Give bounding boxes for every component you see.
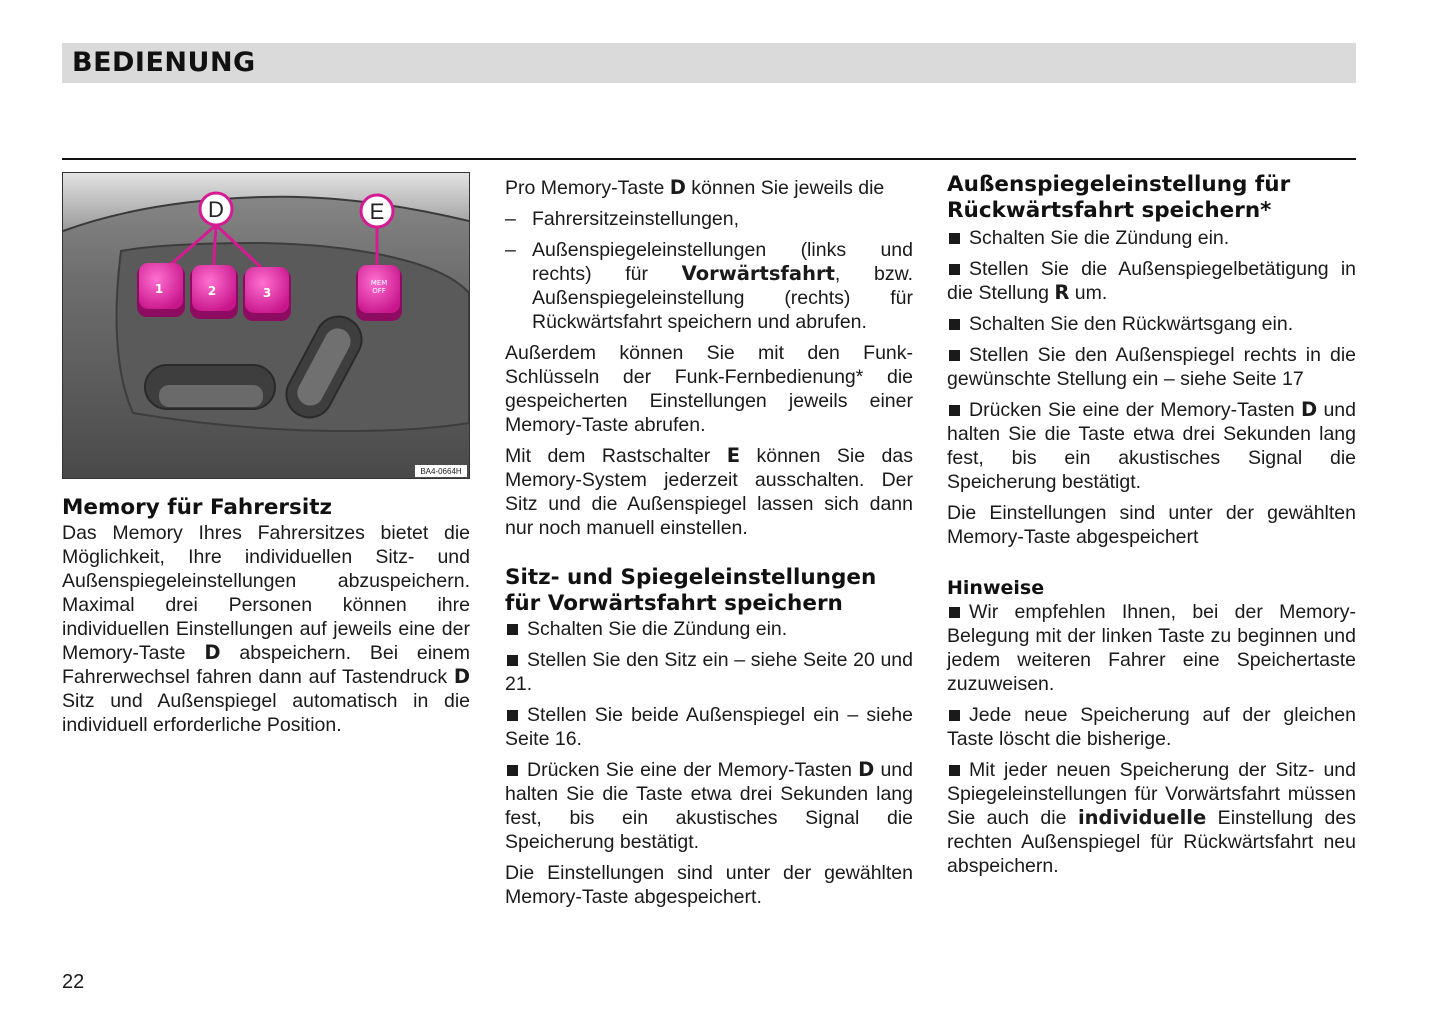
- figure-code: BA4-0664H: [420, 467, 462, 476]
- square-bullet-icon: [949, 710, 960, 721]
- svg-text:3: 3: [262, 286, 272, 300]
- note-item: Wir empfehlen Ihnen, bei der Memory-Belegung mit der linken Taste zu beginnen und jedem weiteren Fahrer eine Speichertaste zuzuweisen.: [947, 601, 1356, 695]
- memory-button-3: [243, 267, 291, 321]
- step-item: Drücken Sie eine der Memory-Tasten D und halten Sie die Taste etwa drei Sekunden lang fest, bis ein akustisches Signal die Speicherung bestätigt.: [505, 758, 913, 853]
- memory-button-2: [190, 265, 238, 319]
- memory-button-1: [137, 263, 185, 317]
- svg-text:MEM: MEM: [370, 279, 388, 287]
- header-rule: [62, 158, 1356, 160]
- svg-text:OFF: OFF: [372, 287, 386, 295]
- list-item: – Fahrersitzeinstellungen,: [505, 208, 740, 230]
- svg-text:1: 1: [154, 282, 164, 296]
- notes-heading: Hinweise: [947, 577, 1045, 599]
- page-number: 22: [62, 971, 85, 993]
- callout-d: [200, 193, 232, 225]
- step-item: Drücken Sie eine der Memory-Tasten D und halten Sie die Taste etwa drei Sekunden lang fest, bis ein akustisches Signal die Speicherung bestätigt.: [947, 398, 1357, 493]
- callout-e: [361, 195, 393, 227]
- step-item: Stellen Sie beide Außenspiegel ein – siehe Seite 16.: [505, 704, 913, 750]
- saved-paragraph: Die Einstellungen sind unter der gewählten Memory-Taste abgespeichert: [947, 502, 1356, 548]
- memory-heading: Memory für Fahrersitz: [62, 495, 332, 520]
- step-item: Schalten Sie die Zündung ein.: [947, 226, 1356, 250]
- memory-panel-illustration: [63, 173, 469, 478]
- step-item: Schalten Sie den Rückwärtsgang ein.: [947, 312, 1356, 336]
- step-item: Stellen Sie den Sitz ein – siehe Seite 20 und 21.: [505, 649, 913, 695]
- seat-lower-switch-knob: [159, 385, 263, 407]
- square-bullet-icon: [507, 624, 518, 635]
- square-bullet-icon: [949, 350, 960, 361]
- reverse-heading: Außenspiegeleinstellung für Rückwärtsfahrt speichern*: [947, 172, 1291, 223]
- note-item: Jede neue Speicherung auf der gleichen Taste löscht die bisherige.: [947, 704, 1356, 750]
- square-bullet-icon: [949, 405, 960, 416]
- svg-text:2: 2: [207, 284, 217, 298]
- square-bullet-icon: [949, 233, 960, 244]
- column-2: [505, 176, 913, 916]
- square-bullet-icon: [507, 710, 518, 721]
- note-item: Mit jeder neuen Speicherung der Sitz- und Spiegeleinstellungen für Vorwärtsfahrt müssen Sie auch die individuelle Einstellung des rechten Außenspiegel für Rückwärtsfahrt neu abspeichern.: [947, 759, 1356, 877]
- page-title: BEDIENUNG: [72, 47, 256, 78]
- memory-key-intro: Pro Memory-Taste D können Sie jeweils die: [505, 176, 885, 199]
- column-1: [62, 172, 470, 744]
- forward-heading: Sitz- und Spiegeleinstellungen für Vorwärtsfahrt speichern: [505, 565, 877, 616]
- svg-text:E: E: [369, 199, 385, 224]
- square-bullet-icon: [949, 765, 960, 776]
- svg-text:D: D: [208, 197, 224, 222]
- memory-buttons-figure: [62, 172, 470, 479]
- saved-paragraph: Die Einstellungen sind unter der gewählten Memory-Taste abgespeichert.: [505, 862, 913, 908]
- step-item: Stellen Sie den Außenspiegel rechts in die gewünschte Stellung ein – siehe Seite 17: [947, 344, 1356, 390]
- mem-off-switch: [356, 265, 402, 321]
- square-bullet-icon: [949, 264, 960, 275]
- switch-paragraph: Mit dem Rastschalter E können Sie das Memory-System jederzeit ausschalten. Der Sitz und die Außenspiegel lassen sich dann nur noch manuell einstellen.: [505, 444, 913, 539]
- remote-paragraph: Außerdem können Sie mit den Funk-Schlüsseln der Funk-Fernbedienung* die gespeicherten Einstellungen jeweils einer Memory-Taste abrufen.: [505, 342, 913, 436]
- square-bullet-icon: [949, 607, 960, 618]
- list-item: – Außenspiegeleinstellungen (links und rechts) für Vorwärtsfahrt, bzw. Außenspiegeleinstellung (rechts) für Rückwärtsfahrt speichern und abrufen.: [505, 239, 914, 333]
- square-bullet-icon: [949, 319, 960, 330]
- step-item: Stellen Sie die Außenspiegelbetätigung in die Stellung R um.: [947, 258, 1356, 304]
- column-3: [947, 172, 1356, 885]
- header-bar: [62, 43, 1356, 83]
- memory-intro: Das Memory Ihres Fahrersitzes bietet die Möglichkeit, Ihre individuellen Sitz- und Außenspiegeleinstellungen abzuspeichern. Maximal drei Personen können ihre individuellen Einstellungen auf jeweils eine der Memory-Taste D abspeichern. Bei einem Fahrerwechsel fahren dann auf Tastendruck D Sitz und Außenspiegel automatisch in die individuell erforderliche Position.: [62, 522, 470, 736]
- square-bullet-icon: [507, 655, 518, 666]
- square-bullet-icon: [507, 765, 518, 776]
- step-item: Schalten Sie die Zündung ein.: [505, 617, 913, 641]
